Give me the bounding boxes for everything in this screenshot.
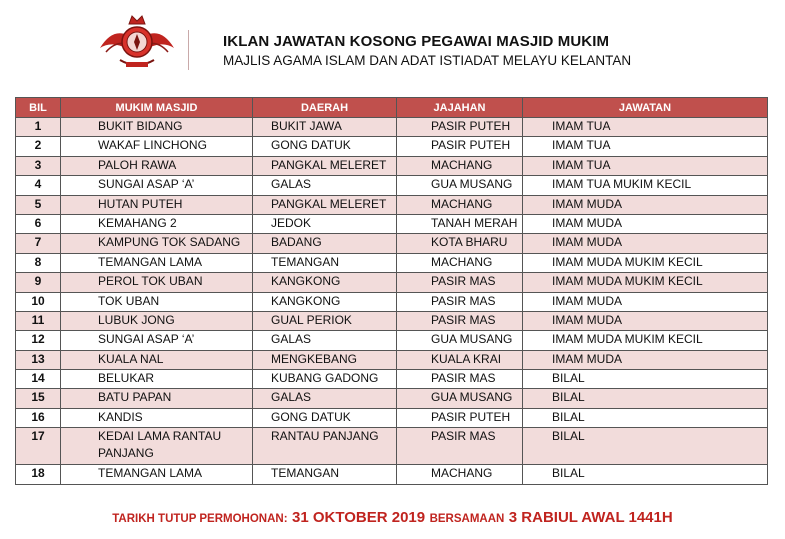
cell-jajahan: KUALA KRAI — [397, 350, 523, 369]
cell-mukim-masjid: SUNGAI ASAP ‘A’ — [61, 176, 253, 195]
column-header-bil: BIL — [16, 98, 61, 118]
table-row — [16, 389, 768, 408]
cell-mukim-masjid: KANDIS — [61, 408, 253, 427]
table-row — [16, 465, 768, 484]
cell-jajahan: PASIR MAS — [397, 292, 523, 311]
cell-bil: 16 — [16, 408, 61, 427]
cell-jajahan: PASIR PUTEH — [397, 118, 523, 137]
column-header-jawatan: JAWATAN — [523, 98, 768, 118]
table-row — [16, 292, 768, 311]
cell-mukim-masjid: LUBUK JONG — [61, 311, 253, 330]
cell-jawatan: BILAL — [523, 428, 768, 465]
cell-bil: 17 — [16, 428, 61, 465]
closing-date-notice — [0, 509, 785, 527]
cell-jawatan: BILAL — [523, 370, 768, 389]
cell-daerah: GALAS — [253, 389, 397, 408]
page-title: IKLAN JAWATAN KOSONG PEGAWAI MASJID MUKIM — [223, 33, 610, 50]
cell-jajahan: PASIR MAS — [397, 370, 523, 389]
cell-jajahan: MACHANG — [397, 465, 523, 484]
cell-jajahan: PASIR MAS — [397, 311, 523, 330]
cell-daerah: GALAS — [253, 176, 397, 195]
cell-daerah: PANGKAL MELERET — [253, 156, 397, 175]
table-row — [16, 253, 768, 272]
cell-jawatan: IMAM MUDA MUKIM KECIL — [523, 331, 768, 350]
cell-jawatan: IMAM MUDA — [523, 195, 768, 214]
cell-jajahan: MACHANG — [397, 195, 523, 214]
table-row — [16, 176, 768, 195]
cell-bil: 15 — [16, 389, 61, 408]
cell-daerah: BUKIT JAWA — [253, 118, 397, 137]
table-row — [16, 156, 768, 175]
cell-jajahan: PASIR MAS — [397, 273, 523, 292]
cell-bil: 6 — [16, 214, 61, 233]
table-row — [16, 234, 768, 253]
majlis-agama-crest-icon — [96, 8, 178, 74]
cell-bil: 13 — [16, 350, 61, 369]
cell-jajahan: TANAH MERAH — [397, 214, 523, 233]
table-row — [16, 118, 768, 137]
table-row — [16, 273, 768, 292]
closing-date-label: TARIKH TUTUP PERMOHONAN: — [112, 513, 288, 525]
table-body — [16, 118, 768, 485]
table-row — [16, 195, 768, 214]
cell-daerah: GUAL PERIOK — [253, 311, 397, 330]
table-row — [16, 428, 768, 465]
cell-mukim-masjid: KAMPUNG TOK SADANG — [61, 234, 253, 253]
page-header — [0, 0, 785, 92]
cell-mukim-masjid: PALOH RAWA — [61, 156, 253, 175]
cell-mukim-masjid: KEDAI LAMA RANTAU PANJANG — [61, 428, 253, 465]
cell-jajahan: KOTA BHARU — [397, 234, 523, 253]
cell-jawatan: IMAM TUA — [523, 118, 768, 137]
cell-jajahan: GUA MUSANG — [397, 176, 523, 195]
cell-jawatan: IMAM MUDA — [523, 234, 768, 253]
closing-date: 31 OKTOBER 2019 — [291, 509, 426, 526]
cell-bil: 10 — [16, 292, 61, 311]
column-header-mukim: MUKIM MASJID — [61, 98, 253, 118]
page-subtitle: MAJLIS AGAMA ISLAM DAN ADAT ISTIADAT MELAYU KELANTAN — [223, 53, 632, 68]
cell-jawatan: IMAM MUDA — [523, 214, 768, 233]
cell-daerah: JEDOK — [253, 214, 397, 233]
cell-jawatan: BILAL — [523, 408, 768, 427]
cell-jajahan: PASIR MAS — [397, 428, 523, 465]
table-header-row — [16, 98, 768, 118]
cell-mukim-masjid: KEMAHANG 2 — [61, 214, 253, 233]
cell-jawatan: IMAM TUA — [523, 137, 768, 156]
table-row — [16, 137, 768, 156]
cell-jawatan: IMAM MUDA MUKIM KECIL — [523, 253, 768, 272]
cell-daerah: KANGKONG — [253, 273, 397, 292]
closing-date-hijri: 3 RABIUL AWAL 1441H — [508, 509, 673, 526]
cell-daerah: PANGKAL MELERET — [253, 195, 397, 214]
cell-daerah: TEMANGAN — [253, 253, 397, 272]
column-header-daerah: DAERAH — [253, 98, 397, 118]
cell-bil: 2 — [16, 137, 61, 156]
cell-jawatan: IMAM MUDA MUKIM KECIL — [523, 273, 768, 292]
cell-bil: 8 — [16, 253, 61, 272]
cell-jajahan: GUA MUSANG — [397, 331, 523, 350]
cell-mukim-masjid: KUALA NAL — [61, 350, 253, 369]
cell-jajahan: MACHANG — [397, 253, 523, 272]
cell-daerah: RANTAU PANJANG — [253, 428, 397, 465]
table-row — [16, 311, 768, 330]
cell-daerah: KUBANG GADONG — [253, 370, 397, 389]
cell-daerah: MENGKEBANG — [253, 350, 397, 369]
cell-jawatan: IMAM TUA MUKIM KECIL — [523, 176, 768, 195]
cell-mukim-masjid: BATU PAPAN — [61, 389, 253, 408]
closing-date-connector: BERSAMAAN — [429, 513, 505, 525]
cell-jawatan: BILAL — [523, 465, 768, 484]
cell-jawatan: IMAM MUDA — [523, 292, 768, 311]
cell-jajahan: GUA MUSANG — [397, 389, 523, 408]
cell-jajahan: PASIR PUTEH — [397, 137, 523, 156]
table-row — [16, 370, 768, 389]
cell-mukim-masjid: BELUKAR — [61, 370, 253, 389]
cell-daerah: GALAS — [253, 331, 397, 350]
cell-mukim-masjid: PEROL TOK UBAN — [61, 273, 253, 292]
cell-bil: 4 — [16, 176, 61, 195]
cell-daerah: KANGKONG — [253, 292, 397, 311]
cell-daerah: GONG DATUK — [253, 137, 397, 156]
cell-mukim-masjid: HUTAN PUTEH — [61, 195, 253, 214]
cell-bil: 5 — [16, 195, 61, 214]
table-row — [16, 331, 768, 350]
cell-mukim-masjid: TOK UBAN — [61, 292, 253, 311]
cell-mukim-masjid: BUKIT BIDANG — [61, 118, 253, 137]
cell-jajahan: MACHANG — [397, 156, 523, 175]
cell-bil: 12 — [16, 331, 61, 350]
cell-bil: 9 — [16, 273, 61, 292]
table-row — [16, 408, 768, 427]
cell-jawatan: IMAM TUA — [523, 156, 768, 175]
cell-bil: 7 — [16, 234, 61, 253]
cell-jajahan: PASIR PUTEH — [397, 408, 523, 427]
cell-jawatan: IMAM MUDA — [523, 350, 768, 369]
column-header-jajahan: JAJAHAN — [397, 98, 523, 118]
cell-mukim-masjid: TEMANGAN LAMA — [61, 253, 253, 272]
cell-daerah: GONG DATUK — [253, 408, 397, 427]
cell-mukim-masjid: TEMANGAN LAMA — [61, 465, 253, 484]
cell-bil: 3 — [16, 156, 61, 175]
cell-jawatan: IMAM MUDA — [523, 311, 768, 330]
cell-mukim-masjid: WAKAF LINCHONG — [61, 137, 253, 156]
table-row — [16, 350, 768, 369]
table-row — [16, 214, 768, 233]
header-divider — [188, 30, 189, 70]
cell-bil: 1 — [16, 118, 61, 137]
cell-daerah: TEMANGAN — [253, 465, 397, 484]
cell-jawatan: BILAL — [523, 389, 768, 408]
cell-mukim-masjid: SUNGAI ASAP ‘A’ — [61, 331, 253, 350]
cell-bil: 14 — [16, 370, 61, 389]
vacancy-table — [15, 97, 768, 485]
cell-daerah: BADANG — [253, 234, 397, 253]
cell-bil: 18 — [16, 465, 61, 484]
cell-bil: 11 — [16, 311, 61, 330]
